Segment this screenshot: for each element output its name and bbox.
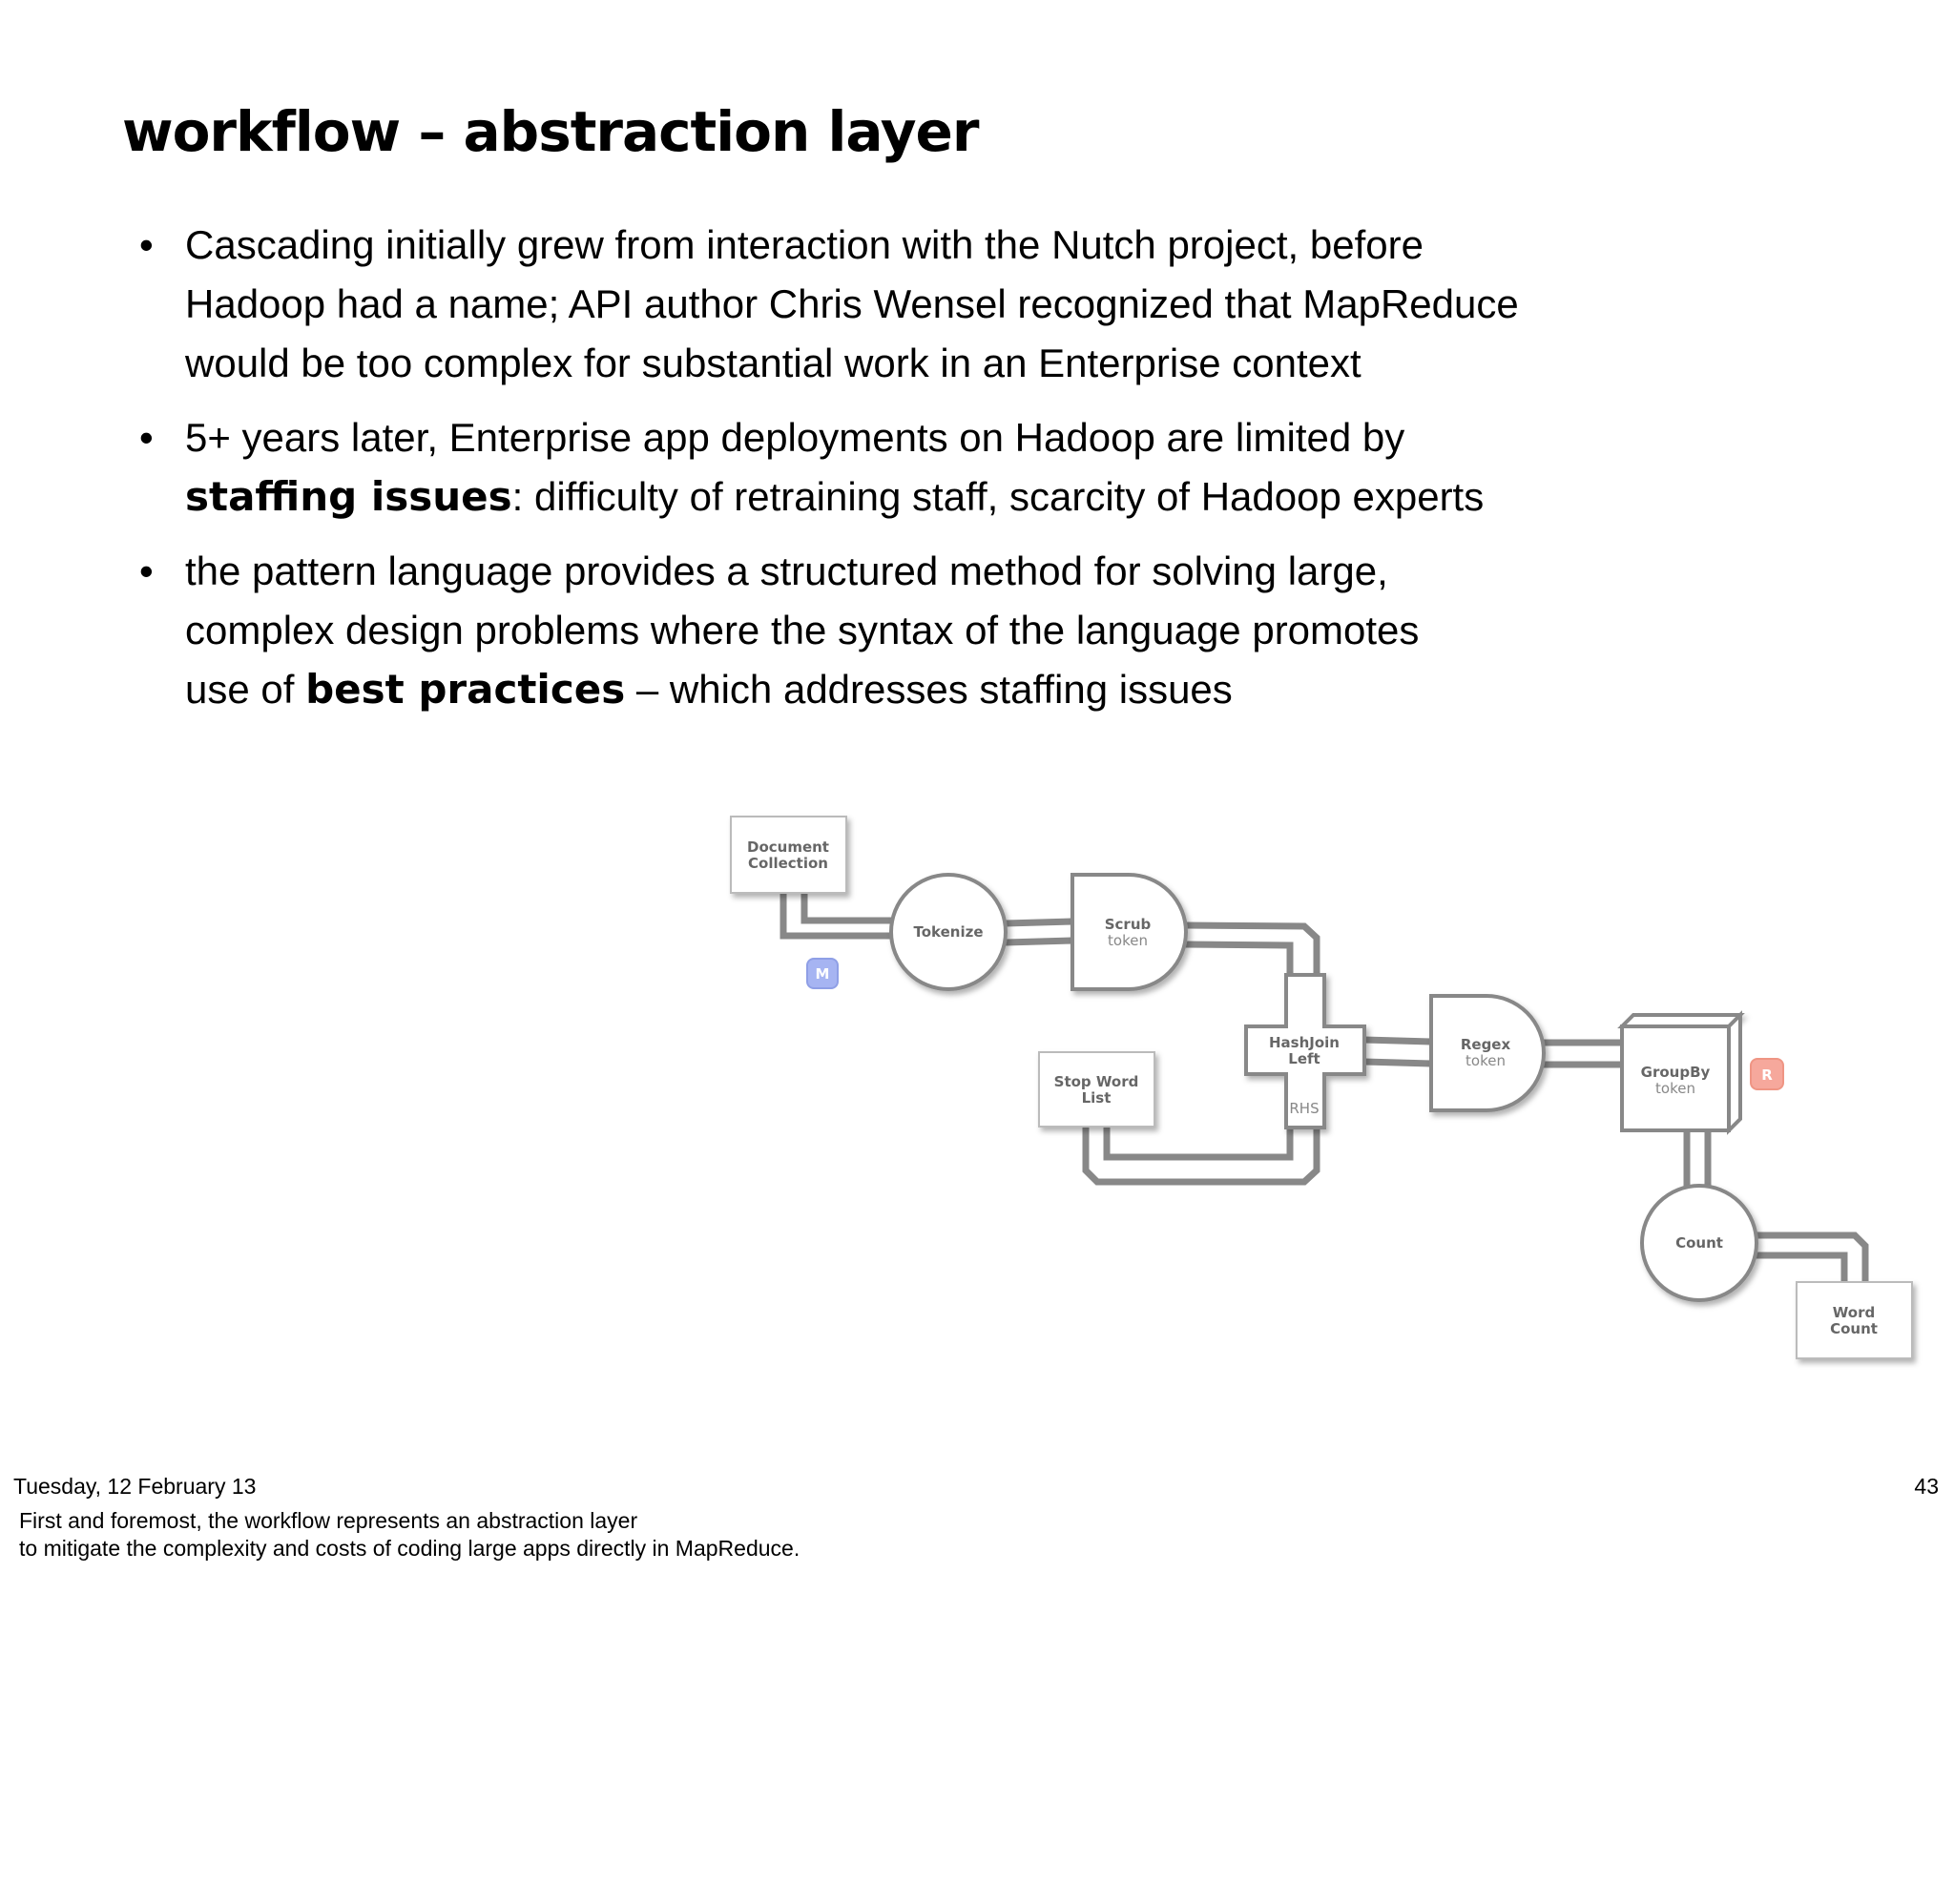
groupby-operation bbox=[1622, 1015, 1740, 1130]
bullet-marker: • bbox=[139, 415, 154, 460]
document-collection-source bbox=[731, 817, 846, 893]
bullet-text-line: 5+ years later, Enterprise app deployments on Hadoop are limited by bbox=[185, 415, 1405, 460]
pipe-scrub-to-hashjoin bbox=[1185, 925, 1317, 975]
pipe-stopwords-to-hashjoin bbox=[1086, 1127, 1317, 1182]
slide-title: workflow – abstraction layer bbox=[122, 99, 979, 164]
pipe-hashjoin-to-regex bbox=[1364, 1040, 1431, 1064]
word-count-label: Word bbox=[1832, 1304, 1876, 1321]
bold-phrase: best practices bbox=[305, 666, 626, 713]
reduce-badge bbox=[1751, 1059, 1783, 1089]
count-label: Count bbox=[1675, 1234, 1723, 1252]
speaker-notes bbox=[19, 1507, 800, 1563]
scrub-sublabel: token bbox=[1108, 932, 1148, 949]
speaker-notes-line: First and foremost, the workflow represents an abstraction layer bbox=[19, 1508, 638, 1533]
pipe-count-to-wordcount bbox=[1756, 1235, 1865, 1282]
bullet-text-line: the pattern language provides a structured method for solving large, bbox=[185, 548, 1388, 593]
speaker-notes-line: to mitigate the complexity and costs of coding large apps directly in MapReduce. bbox=[19, 1536, 800, 1561]
word-count-sink bbox=[1797, 1282, 1912, 1358]
tokenize-label: Tokenize bbox=[913, 923, 984, 941]
tokenize-operation bbox=[891, 875, 1006, 989]
hashjoin-operation bbox=[1246, 975, 1364, 1128]
hashjoin-label: HashJoin bbox=[1269, 1034, 1340, 1051]
bullet-marker: • bbox=[139, 548, 154, 593]
stop-word-list-label: Stop Word bbox=[1053, 1073, 1139, 1090]
bullet-text-pre: use of bbox=[185, 667, 306, 712]
map-badge-label: M bbox=[815, 965, 830, 983]
groupby-label: GroupBy bbox=[1640, 1064, 1711, 1081]
regex-label: Regex bbox=[1460, 1036, 1511, 1053]
bullet-text-line: Cascading initially grew from interaction with the Nutch project, before bbox=[185, 222, 1424, 267]
document-collection-label: Collection bbox=[748, 855, 828, 872]
scrub-operation bbox=[1072, 875, 1186, 989]
reduce-badge-label: R bbox=[1761, 1066, 1773, 1084]
scrub-label: Scrub bbox=[1104, 916, 1152, 933]
word-count-label: Count bbox=[1830, 1320, 1878, 1337]
document-collection-label: Document bbox=[747, 838, 829, 856]
bullet-text-rest: : difficulty of retraining staff, scarcity of Hadoop experts bbox=[511, 474, 1485, 519]
groupby-sublabel: token bbox=[1655, 1080, 1695, 1097]
regex-operation bbox=[1431, 996, 1544, 1110]
page-number: 43 bbox=[1914, 1474, 1939, 1499]
bullet-text-line: Hadoop had a name; API author Chris Wensel recognized that MapReduce bbox=[185, 281, 1519, 326]
bold-phrase: staffing issues bbox=[185, 473, 512, 520]
bullet-text-post: – which addresses staffing issues bbox=[625, 667, 1233, 712]
regex-sublabel: token bbox=[1466, 1052, 1506, 1069]
bullet-text-line: complex design problems where the syntax of the language promotes bbox=[185, 608, 1420, 652]
hashjoin-label: Left bbox=[1288, 1050, 1320, 1067]
pipe-groupby-to-count bbox=[1687, 1130, 1708, 1187]
bullet-marker: • bbox=[139, 222, 154, 267]
stop-word-list-label: List bbox=[1081, 1089, 1112, 1107]
hashjoin-rhs-label: RHS bbox=[1289, 1100, 1320, 1117]
map-badge bbox=[807, 959, 838, 988]
count-operation bbox=[1642, 1186, 1757, 1300]
stop-word-list-source bbox=[1039, 1052, 1154, 1127]
pipe-regex-to-groupby bbox=[1544, 1043, 1622, 1065]
footer-date: Tuesday, 12 February 13 bbox=[13, 1474, 257, 1499]
pipe-document-to-tokenize bbox=[783, 893, 897, 936]
bullet-text-line: would be too complex for substantial work in an Enterprise context bbox=[185, 341, 1362, 385]
pipe-tokenize-to-scrub bbox=[1006, 921, 1072, 942]
